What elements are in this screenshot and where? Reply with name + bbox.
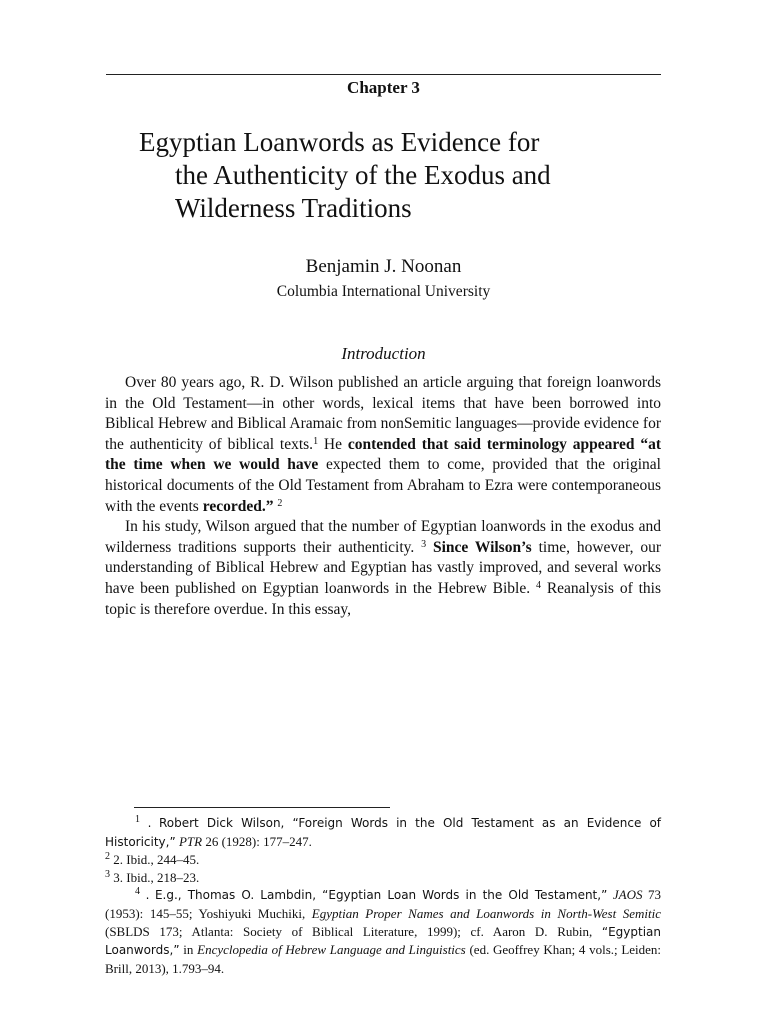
- p1-bold-1: contended that said terminology appeared “at the time when we would have: [105, 435, 661, 474]
- footnote-1: [105, 814, 661, 851]
- author-name: Benjamin J. Noonan: [305, 256, 462, 277]
- footnote-1-number: 1: [135, 814, 140, 825]
- footnote-4: [105, 886, 661, 977]
- p1-bold-2: recorded.”: [202, 497, 274, 515]
- footnote-ref-1: 1: [313, 435, 319, 447]
- footnote-4-text-6: (ed. Geoffrey Khan; 4 vols.; Leiden: Brill, 2013), 1.793–94.: [105, 942, 662, 976]
- p1-text-a: Over 80 years ago, R. D. Wilson published an article arguing that foreign loanwords in the Old Testament—in other words, lexical items that have been borrowed into Biblical Hebrew and Biblical Aramaic from nonSemitic languages—provide evidence for the authenticity of biblical texts.: [105, 374, 661, 453]
- footnote-1-rest: 26 (1928): 177–247.: [205, 833, 312, 849]
- footnote-2-text: 2. Ibid., 244–45.: [113, 852, 200, 868]
- footnote-4-separator: .: [145, 888, 150, 903]
- p2-text-c: Reanalysis of this topic is therefore overdue. In this essay,: [105, 579, 661, 618]
- title-line-3: Wilderness Traditions: [175, 193, 412, 223]
- footnote-rule: [134, 807, 390, 808]
- chapter-label: Chapter 3: [347, 78, 420, 97]
- p2-bold-1: Since Wilson’s: [432, 538, 532, 556]
- footnote-4-number: 4: [135, 886, 140, 898]
- footnote-ref-3: 3: [421, 538, 427, 550]
- p1-text-c: expected them to come, provided that the original historical documents of the Old Testament from Abraham to Ezra were contemporaneous with the events: [105, 456, 661, 515]
- p2-text-b: time, however, our understanding of Biblical Hebrew and Egyptian has vastly improved, and several works have been published on Egyptian loanwords in the Hebrew Bible.: [105, 538, 661, 597]
- footnote-4-text-5: in: [183, 942, 194, 958]
- section-heading: Introduction: [341, 344, 426, 363]
- footnote-1-text: Robert Dick Wilson, “Foreign Words in the Old Testament as an Evidence of Historicity,”: [105, 816, 662, 849]
- title-line-1: Egyptian Loanwords as Evidence for: [139, 127, 540, 157]
- footnote-4-text-4: “Egyptian Loanwords,”: [105, 924, 662, 958]
- footnote-4-journal: JAOS: [612, 887, 643, 903]
- header-rule: [106, 74, 661, 75]
- footnote-3: [105, 869, 661, 887]
- p1-text-b: He: [318, 435, 348, 453]
- footnote-3-text: 3. Ibid., 218–23.: [113, 869, 200, 885]
- footnote-4-text-3: (SBLDS 173; Atlanta: Society of Biblical Literature, 1999); cf. Aaron D. Rubin,: [105, 923, 593, 939]
- author-affiliation: Columbia International University: [276, 283, 491, 300]
- footnote-2: [105, 851, 661, 869]
- chapter-title: [139, 126, 679, 225]
- footnote-4-text-2: 73 (1953): 145–55; Yoshiyuki Muchiki,: [105, 887, 662, 921]
- title-line-2: the Authenticity of the Exodus and: [175, 160, 551, 190]
- footnote-2-number: 2: [105, 851, 110, 863]
- footnote-ref-2: 2: [277, 497, 283, 509]
- footnotes: [105, 814, 661, 977]
- footnote-1-separator: .: [147, 816, 152, 830]
- footnote-4-text-1: E.g., Thomas O. Lambdin, “Egyptian Loan Words in the Old Testament,”: [154, 888, 608, 903]
- body-text: [105, 373, 661, 620]
- footnote-ref-4: 4: [535, 579, 541, 591]
- footnote-4-book-2: Encyclopedia of Hebrew Language and Linguistics: [197, 942, 466, 958]
- paragraph-1: [105, 373, 661, 517]
- paragraph-2: [105, 517, 661, 620]
- p2-text-a: In his study, Wilson argued that the number of Egyptian loanwords in the exodus and wilderness traditions supports their authenticity.: [105, 518, 661, 556]
- footnote-4-book-1: Egyptian Proper Names and Loanwords in North-West Semitic: [311, 905, 661, 921]
- footnote-1-journal: PTR: [178, 833, 203, 849]
- footnote-3-number: 3: [105, 868, 110, 880]
